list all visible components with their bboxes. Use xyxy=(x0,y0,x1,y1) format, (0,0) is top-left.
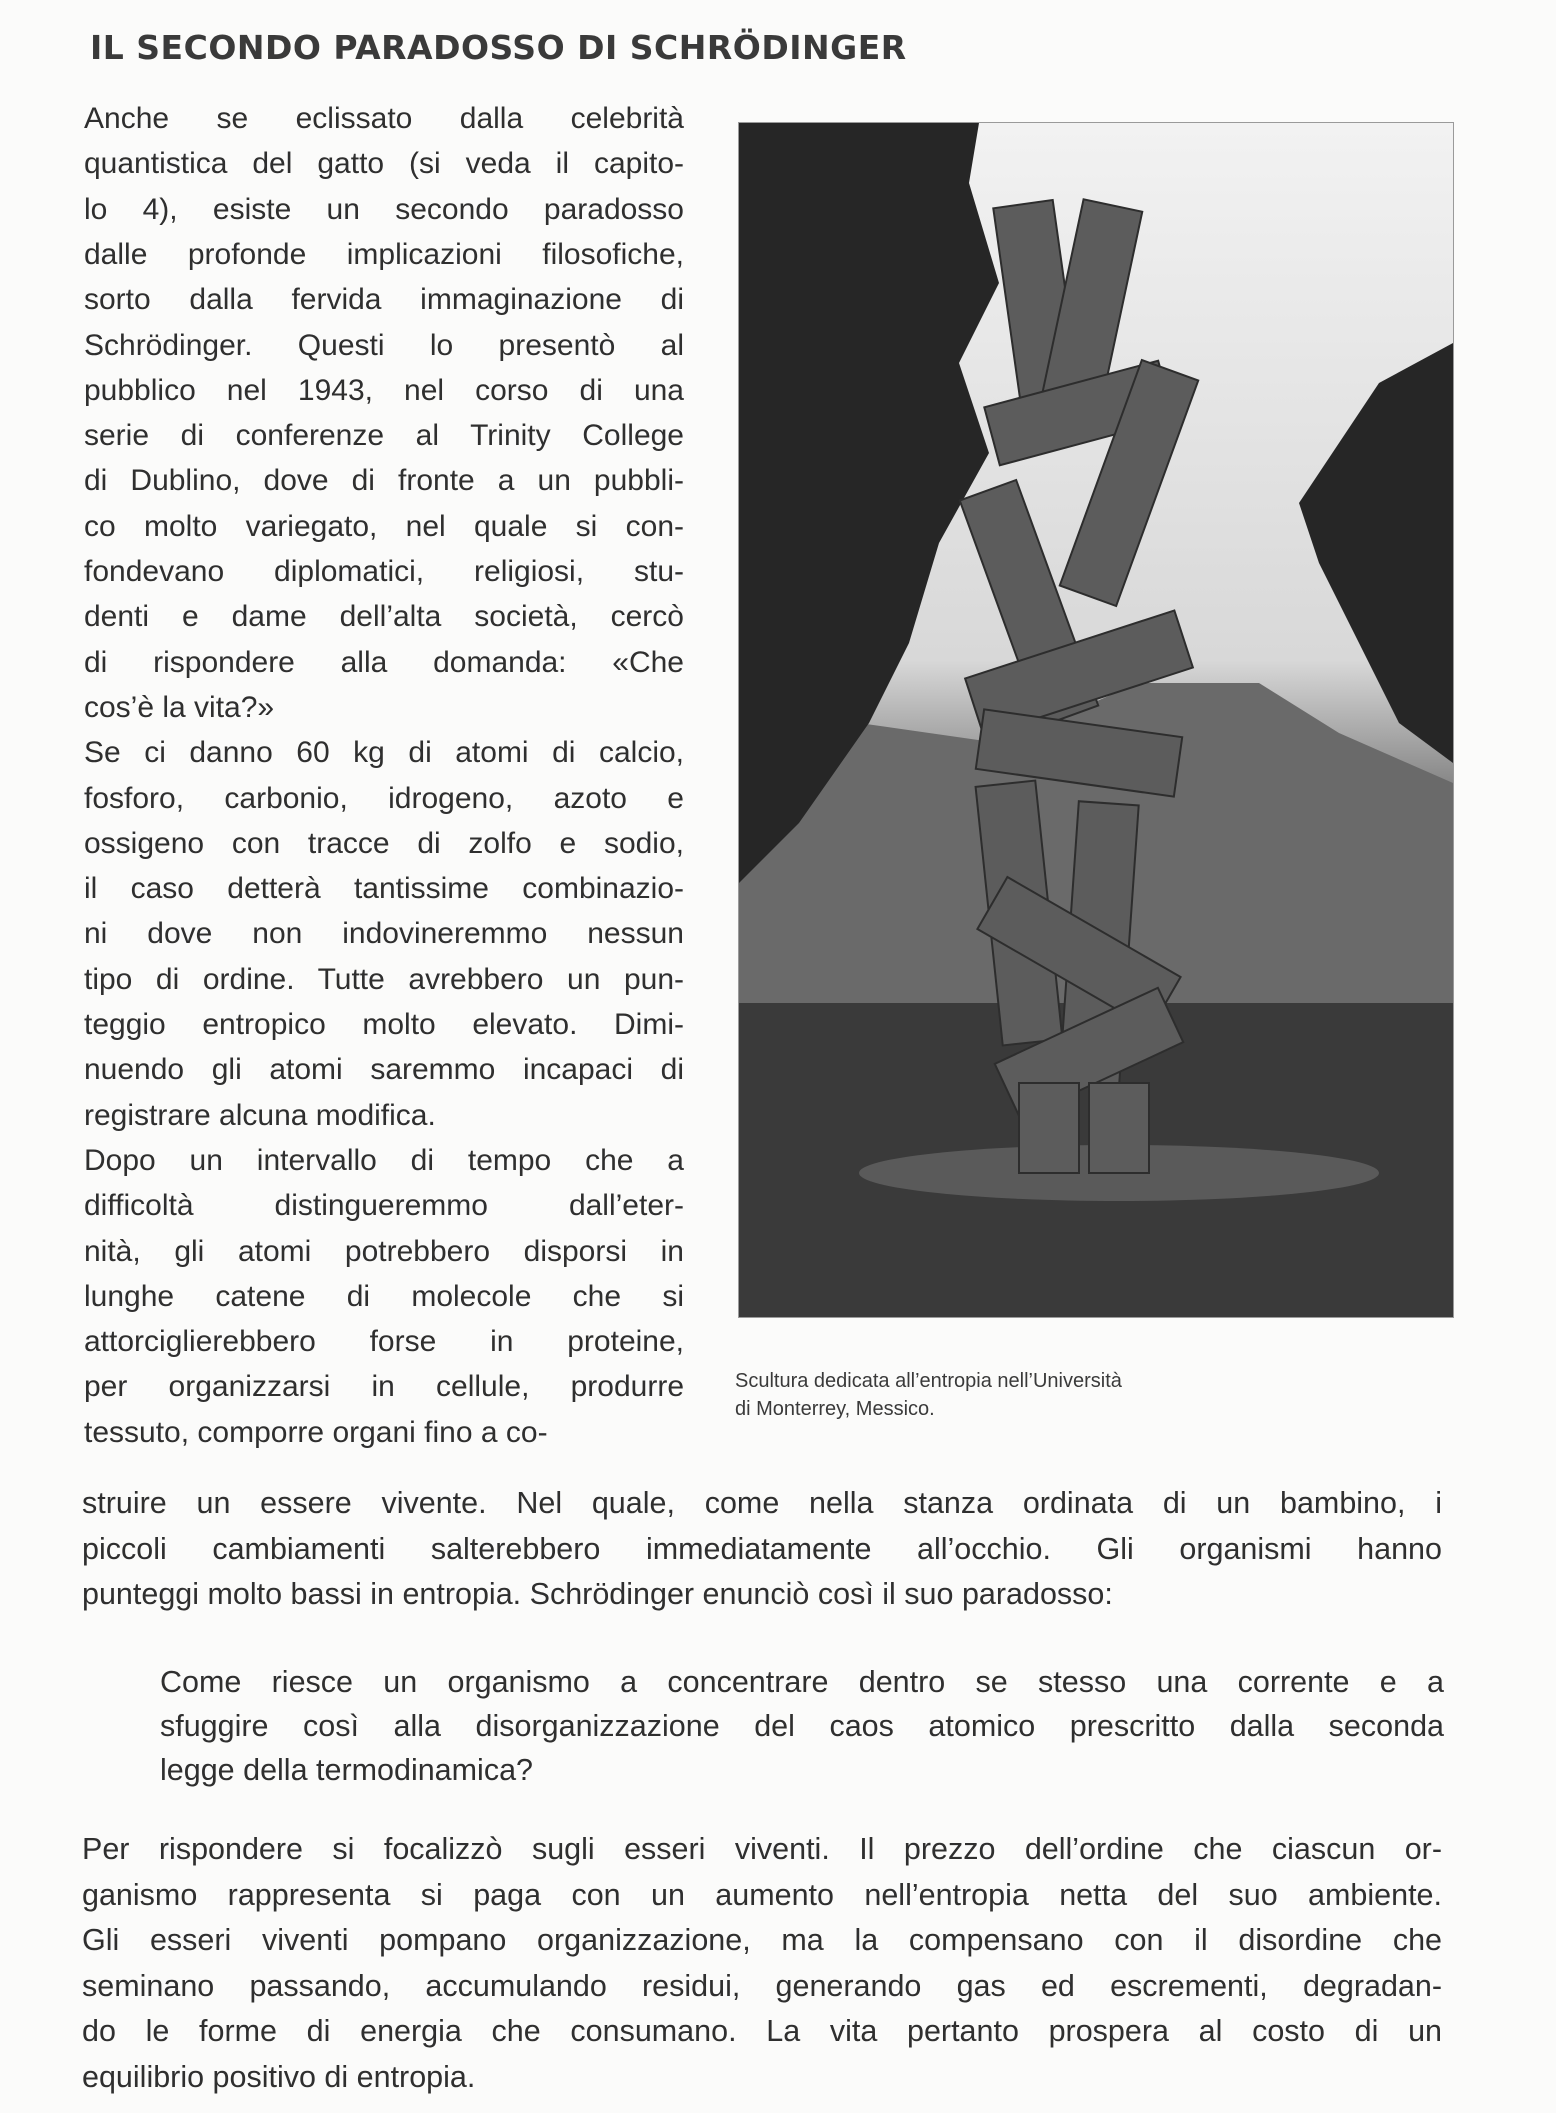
caption-line: di Monterrey, Messico. xyxy=(735,1398,935,1420)
text-line: Anche se eclissato dalla celebrità xyxy=(84,102,684,135)
figure-caption xyxy=(735,1367,1122,1423)
text-line: Come riesce un organismo a concentrare dentro se stesso una corrente e a xyxy=(160,1665,1444,1699)
text-line: co molto variegato, nel quale si con- xyxy=(84,509,684,543)
text-line: seminano passando, accumulando residui, generando gas ed escrementi, degradan- xyxy=(82,1968,1442,2003)
text-line: denti e dame dell’alta società, cercò xyxy=(84,600,684,634)
text-line: quantistica del gatto (si veda il capito- xyxy=(84,147,684,181)
text-line: fondevano diplomatici, religiosi, stu- xyxy=(84,555,684,588)
text-line: Se ci danno 60 kg di atomi di calcio, xyxy=(84,736,684,770)
text-line: Per rispondere si focalizzò sugli esseri viventi. Il prezzo dell’ordine che ciascun or- xyxy=(82,1832,1442,1866)
text-line: lunghe catene di molecole che si xyxy=(84,1279,684,1313)
text-line: legge della termodinamica? xyxy=(160,1753,533,1787)
text-line: registrare alcuna modifica. xyxy=(84,1098,436,1132)
text-line: struire un essere vivente. Nel quale, come nella stanza ordinata di un bambino, i xyxy=(82,1486,1442,1520)
caption-line: Scultura dedicata all’entropia nell’Università xyxy=(735,1370,1122,1392)
text-line: di rispondere alla domanda: «Che xyxy=(84,645,684,679)
text-line: teggio entropico molto elevato. Dimi- xyxy=(84,1008,684,1041)
text-line: Schrödinger. Questi lo presentò al xyxy=(84,328,684,362)
text-line: do le forme di energia che consumano. La vita pertanto prospera al costo di un xyxy=(82,2014,1442,2048)
sculpture-photo xyxy=(738,122,1454,1318)
text-line: tipo di ordine. Tutte avrebbero un pun- xyxy=(84,962,684,996)
text-line: punteggi molto bassi in entropia. Schrödinger enunciò così il suo paradosso: xyxy=(82,1577,1113,1611)
text-line: Dopo un intervallo di tempo che a xyxy=(84,1143,684,1177)
section-title: IL SECONDO PARADOSSO DI SCHRÖDINGER xyxy=(90,28,907,67)
text-line: tessuto, comporre organi fino a co- xyxy=(84,1415,548,1449)
text-line: di Dublino, dove di fronte a un pubbli- xyxy=(84,464,684,498)
text-line: dalle profonde implicazioni filosofiche, xyxy=(84,237,684,271)
text-line: difficoltà distingueremmo dall’eter- xyxy=(84,1189,684,1223)
text-line: sorto dalla fervida immaginazione di xyxy=(84,283,684,317)
sculpture-illustration xyxy=(739,123,1453,1317)
text-line: ossigeno con tracce di zolfo e sodio, xyxy=(84,826,684,860)
text-line: ni dove non indovineremmo nessun xyxy=(84,917,684,951)
text-line: cos’è la vita?» xyxy=(84,690,275,724)
text-line: nità, gli atomi potrebbero disporsi in xyxy=(84,1234,684,1268)
text-line: piccoli cambiamenti salterebbero immediatamente all’occhio. Gli organismi hanno xyxy=(82,1531,1442,1566)
text-line: ganismo rappresenta si paga con un aumento nell’entropia netta del suo ambiente. xyxy=(82,1877,1442,1912)
text-line: serie di conferenze al Trinity College xyxy=(84,419,684,453)
text-line: Gli esseri viventi pompano organizzazione, ma la compensano con il disordine che xyxy=(82,1923,1442,1957)
text-line: equilibrio positivo di entropia. xyxy=(82,2059,476,2094)
text-line: attorciglierebbero forse in proteine, xyxy=(84,1325,684,1359)
text-line: per organizzarsi in cellule, produrre xyxy=(84,1370,684,1404)
text-line: il caso detterà tantissime combinazio- xyxy=(84,872,684,906)
text-line: lo 4), esiste un secondo paradosso xyxy=(84,192,684,226)
text-line: nuendo gli atomi saremmo incapaci di xyxy=(84,1053,684,1087)
text-line: sfuggire così alla disorganizzazione del caos atomico prescritto dalla seconda xyxy=(160,1709,1444,1743)
text-line: pubblico nel 1943, nel corso di una xyxy=(84,373,684,407)
text-line: fosforo, carbonio, idrogeno, azoto e xyxy=(84,781,684,815)
